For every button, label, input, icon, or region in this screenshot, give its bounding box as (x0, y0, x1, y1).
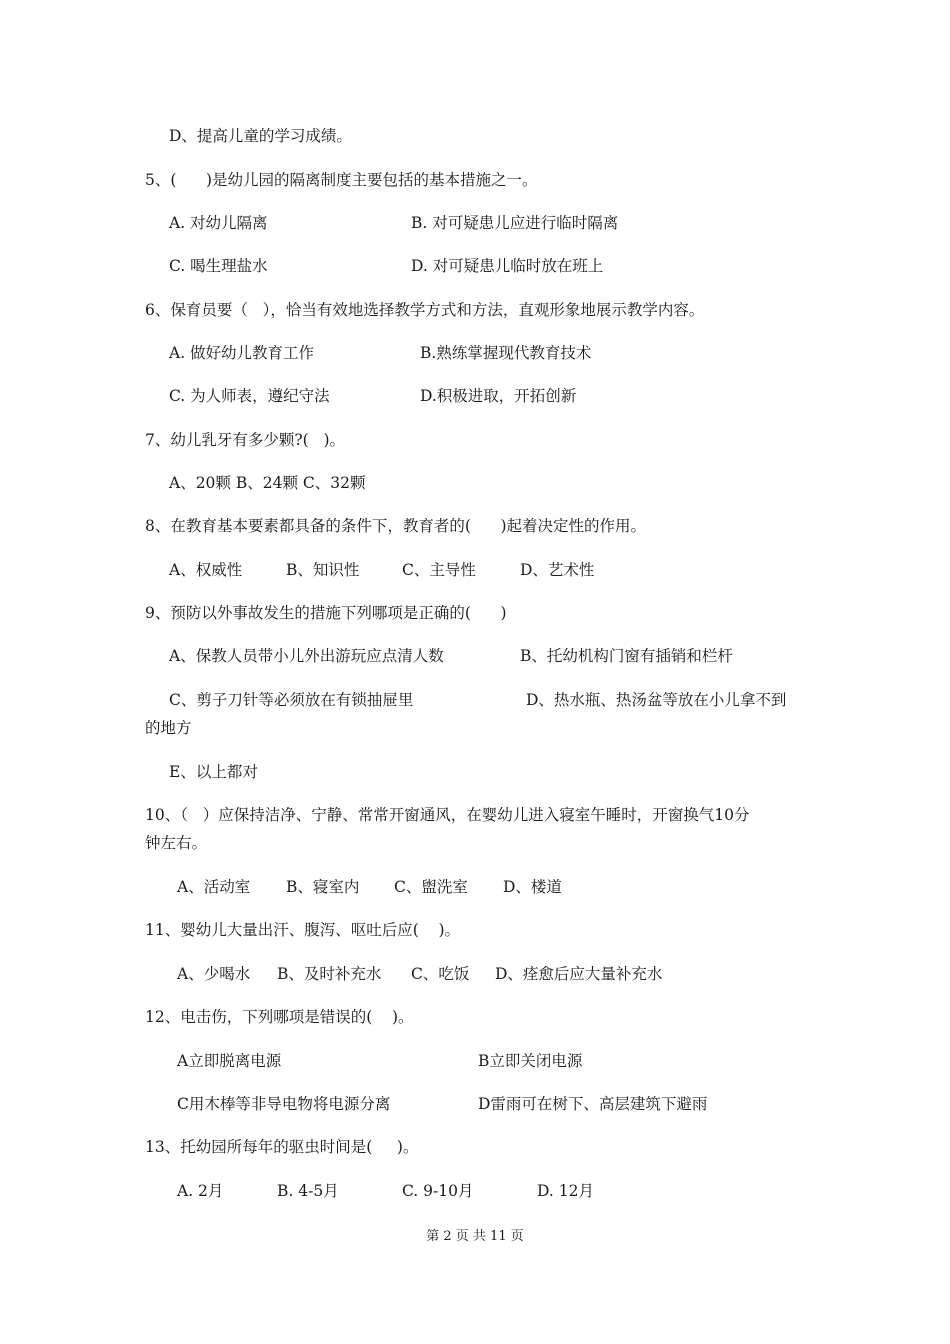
q12-option-a: A立即脱离电源 (177, 1052, 282, 1070)
q6-option-b: B.熟练掌握现代教育技术 (420, 344, 592, 362)
q9-option-d-line1: D、热水瓶、热汤盆等放在小儿拿不到 (526, 691, 787, 709)
q5-stem: 5、( )是幼儿园的隔离制度主要包括的基本措施之一。 (145, 171, 538, 189)
q12-option-d: D雷雨可在树下、高层建筑下避雨 (478, 1095, 708, 1113)
q13-option-b: B. 4-5月 (277, 1182, 339, 1200)
q10-option-a: A、活动室 (177, 878, 251, 896)
q8-option-c: C、主导性 (402, 561, 476, 579)
q6-stem: 6、保育员要（ ），恰当有效地选择教学方式和方法，直观形象地展示教学内容。 (145, 301, 705, 319)
page-number-footer: 第 2 页 共 11 页 (426, 1229, 524, 1244)
q11-option-a: A、少喝水 (177, 965, 251, 983)
q12-option-c: C用木棒等非导电物将电源分离 (177, 1095, 391, 1113)
q10-stem-line2: 钟左右。 (145, 834, 208, 852)
q8-option-d: D、艺术性 (520, 561, 595, 579)
q8-stem: 8、在教育基本要素都具备的条件下，教育者的( )起着决定性的作用。 (145, 517, 647, 535)
q8-option-a: A、权威性 (169, 561, 243, 579)
q5-option-c: C. 喝生理盐水 (169, 257, 268, 275)
q11-option-d: D、痊愈后应大量补充水 (495, 965, 663, 983)
q8-option-b: B、知识性 (286, 561, 360, 579)
q10-option-d: D、楼道 (503, 878, 562, 896)
q12-stem: 12、电击伤，下列哪项是错误的( )。 (145, 1008, 414, 1026)
q13-option-a: A. 2月 (177, 1182, 224, 1200)
q6-option-c: C. 为人师表，遵纪守法 (169, 387, 330, 405)
q9-option-c: C、剪子刀针等必须放在有锁抽屉里 (169, 691, 414, 709)
q9-option-e: E、以上都对 (169, 763, 258, 781)
q5-option-d: D. 对可疑患儿临时放在班上 (411, 257, 604, 275)
q10-option-c: C、盥洗室 (394, 878, 468, 896)
q7-options: A、20颗 B、24颗 C、32颗 (169, 474, 366, 492)
q6-option-a: A. 做好幼儿教育工作 (169, 344, 315, 362)
q9-option-b: B、托幼机构门窗有插销和栏杆 (520, 647, 733, 665)
q9-option-d-line2: 的地方 (145, 719, 192, 737)
q10-stem-line1: 10、（ ）应保持洁净、宁静、常常开窗通风，在婴幼儿进入寝室午睡时，开窗换气10分 (145, 806, 750, 824)
q9-option-a: A、保教人员带小儿外出游玩应点清人数 (169, 647, 444, 665)
q9-stem: 9、预防以外事故发生的措施下列哪项是正确的( ) (145, 604, 507, 622)
prev-question-option-d: D、提高儿童的学习成绩。 (169, 127, 352, 145)
q10-option-b: B、寝室内 (286, 878, 360, 896)
q7-stem: 7、幼儿乳牙有多少颗?( )。 (145, 431, 346, 449)
q13-option-c: C. 9-10月 (402, 1182, 474, 1200)
q12-option-b: B立即关闭电源 (478, 1052, 583, 1070)
q13-option-d: D. 12月 (537, 1182, 594, 1200)
q11-option-c: C、吃饭 (411, 965, 470, 983)
q13-stem: 13、托幼园所每年的驱虫时间是( )。 (145, 1138, 419, 1156)
q6-option-d: D.积极进取，开拓创新 (420, 387, 577, 405)
q5-option-b: B. 对可疑患儿应进行临时隔离 (411, 214, 619, 232)
q11-option-b: B、及时补充水 (277, 965, 382, 983)
q11-stem: 11、婴幼儿大量出汗、腹泻、呕吐后应( )。 (145, 921, 461, 939)
q5-option-a: A. 对幼儿隔离 (169, 214, 268, 232)
